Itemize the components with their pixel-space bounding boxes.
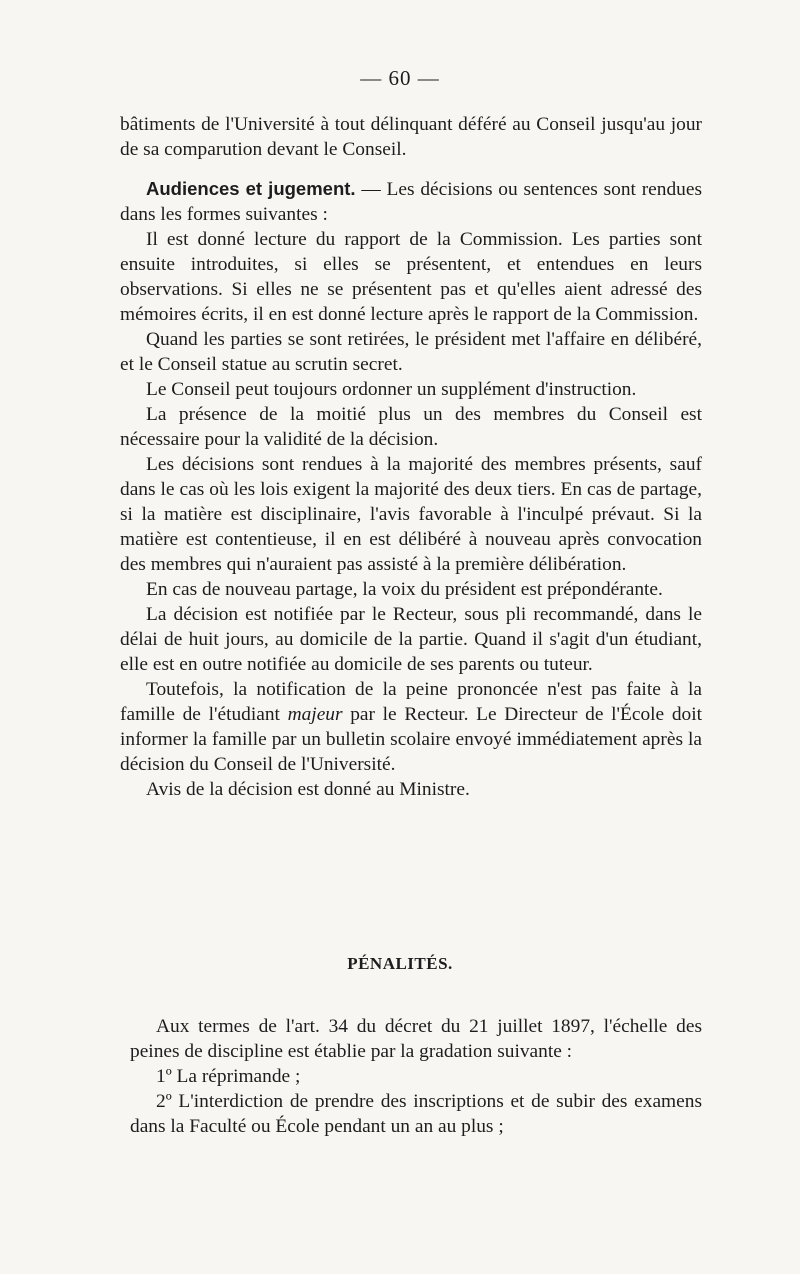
section-title: PÉNALITÉS. <box>347 954 453 973</box>
run-in-heading: Audiences et jugement. <box>146 178 356 199</box>
paragraph-continuation: bâtiments de l'Université à tout délinquant déféré au Conseil jusqu'au jour de sa comparution devant le Conseil. <box>120 114 702 160</box>
penalty-item: 2º L'interdiction de prendre des inscriptions et de subir des examens dans la Faculté ou École pendant un an au plus ; <box>130 1091 702 1137</box>
paragraph-text: Toutefois, la notification de la peine prononcée n'est pas faite à la famille de l'étudiant <box>120 679 702 725</box>
paragraph-audiences <box>120 176 702 227</box>
page-number: — 60 — <box>360 66 440 90</box>
paragraph: Il est donné lecture du rapport de la Commission. Les parties sont ensuite introduites, si elles se présentent, et entendues en leurs observations. Si elles ne se présentent pas et qu'elles aient adressé des mémoires écrits, il en est donné lecture après le rapport de la Commission. <box>120 229 702 325</box>
paragraph: La présence de la moitié plus un des membres du Conseil est nécessaire pour la validité de la décision. <box>120 404 702 450</box>
paragraph-notification <box>120 677 702 777</box>
paragraph: La décision est notifiée par le Recteur, sous pli recommandé, dans le délai de huit jours, au domicile de la partie. Quand il s'agit d'un étudiant, elle est en outre notifiée au domicile de ses parents ou tuteur. <box>120 604 702 675</box>
paragraph-text: par le Recteur. Le Directeur de l'École doit informer la famille par un bulletin scolaire envoyé immédiatement après la décision du Conseil de l'Université. <box>120 704 702 775</box>
emphasized-word: majeur <box>287 704 343 725</box>
main-text <box>120 112 702 802</box>
paragraph-text: — Les décisions ou sentences sont rendues dans les formes suivantes : <box>120 179 702 225</box>
paragraph: Avis de la décision est donné au Ministre. <box>146 779 470 800</box>
penalties-intro: Aux termes de l'art. 34 du décret du 21 juillet 1897, l'échelle des peines de discipline est établie par la gradation suivante : <box>130 1016 702 1062</box>
penalties-text <box>130 1014 702 1139</box>
penalty-item: 1º La réprimande ; <box>156 1066 301 1087</box>
paragraph: Le Conseil peut toujours ordonner un supplément d'instruction. <box>146 379 637 400</box>
paragraph: Quand les parties se sont retirées, le président met l'affaire en délibéré, et le Conseil statue au scrutin secret. <box>120 329 702 375</box>
paragraph: En cas de nouveau partage, la voix du président est prépondérante. <box>146 579 663 600</box>
paragraph: Les décisions sont rendues à la majorité des membres présents, sauf dans le cas où les lois exigent la majorité des deux tiers. En cas de partage, si la matière est disciplinaire, l'avis favorable à l'inculpé prévaut. Si la matière est contentieuse, il en est délibéré à nouveau après convocation des membres qui n'auraient pas assisté à la première délibération. <box>120 454 702 575</box>
